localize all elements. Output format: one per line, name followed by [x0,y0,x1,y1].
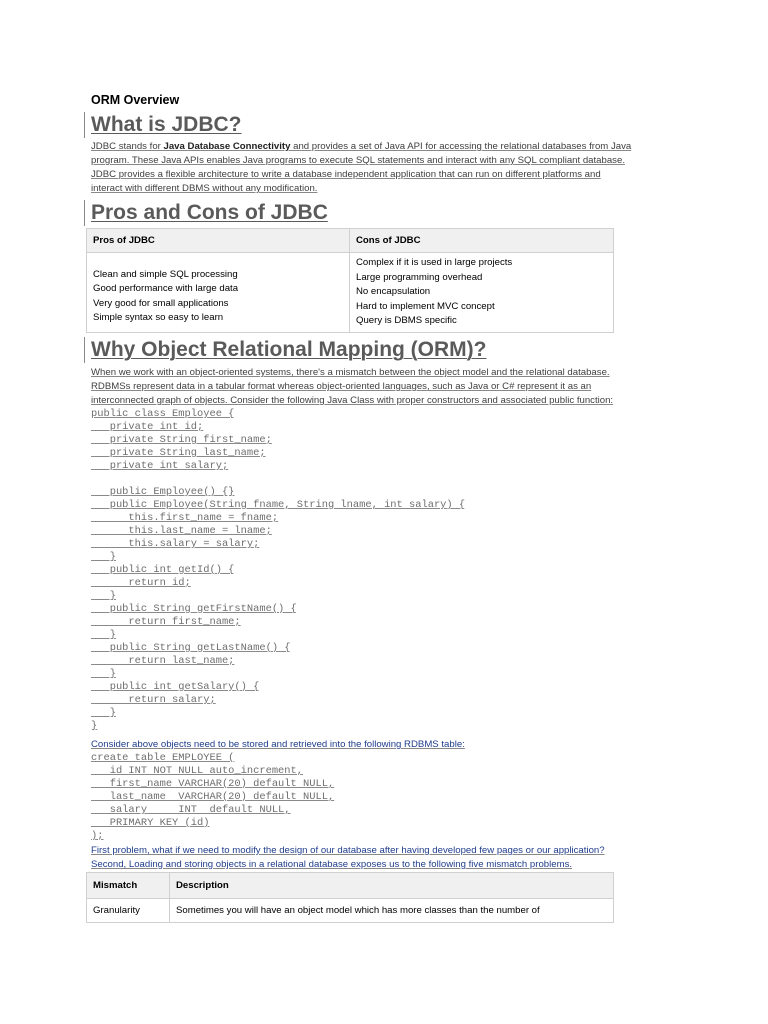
jdbc-para-line-4: interact with different DBMS without any modification. [91,183,318,194]
code-line-text: public String getFirstName() { [91,603,297,615]
jdbc-para-bold: Java Database Connectivity [163,141,291,152]
employee-sql-code [91,752,691,843]
code-line-text: PRIMARY KEY (id) [91,817,210,829]
code-line-text: create table EMPLOYEE ( [91,752,235,764]
code-line [91,421,691,434]
code-line-text: return salary; [91,694,216,706]
code-line-text: } [91,720,98,732]
code-line [91,551,691,564]
code-line-text: private String last_name; [91,447,266,459]
code-line-text: this.first_name = fname; [91,512,279,524]
code-line [91,642,691,655]
code-line [91,603,691,616]
code-line-text: return id; [91,577,191,589]
code-line-text: } [91,590,116,602]
orm-para-line-3: interconnected graph of objects. Consider the following Java Class with proper constructors and associated public function: [91,395,614,406]
code-line [91,577,691,590]
code-line [91,473,691,486]
cons-cell [350,253,614,333]
jdbc-section-heading [84,112,242,138]
code-line [91,499,691,512]
code-line-text: private int salary; [91,460,229,472]
jdbc-para-prefix: JDBC stands for [91,141,164,152]
jdbc-paragraph [91,140,661,196]
code-line-text: first_name VARCHAR(20) default NULL, [91,778,335,790]
code-line [91,765,691,778]
code-line-text: } [91,629,116,641]
code-line [91,538,691,551]
mismatch-table [86,872,614,923]
problem-line-2: Second, Loading and storing objects in a relational database exposes us to the following five mismatch problems. [91,859,573,870]
code-line [91,791,691,804]
pros-item: Simple syntax so easy to learn [93,312,224,323]
employee-class-code [91,408,691,733]
rdbms-intro [91,738,691,752]
code-line [91,408,691,421]
description-header: Description [170,873,614,899]
code-line [91,830,691,843]
pros-cons-table [86,228,614,333]
jdbc-para-line-1 [91,141,631,152]
cons-item: Query is DBMS specific [356,315,457,327]
code-line [91,460,691,473]
code-line [91,778,691,791]
code-line-text: last_name VARCHAR(20) default NULL, [91,791,335,803]
problem-line-1: First problem, what if we need to modify the design of our database after having developed few pages or our application? [91,845,605,856]
cons-item: Hard to implement MVC concept [356,300,495,312]
code-line [91,668,691,681]
code-line [91,616,691,629]
code-line-text: public int getSalary() { [91,681,260,693]
pros-cons-section-heading [84,200,328,226]
mismatch-header: Mismatch [87,873,170,899]
code-line [91,447,691,460]
code-line [91,707,691,720]
code-line-text: } [91,707,116,719]
orm-para-line-1: When we work with an object-oriented systems, there's a mismatch between the object model and the relational database. [91,367,610,378]
orm-section-heading [84,337,487,363]
orm-heading: Why Object Relational Mapping (ORM)? [91,338,487,361]
code-line-text: private String first_name; [91,434,272,446]
orm-paragraph [91,366,671,408]
cons-item: No encapsulation [356,286,431,298]
cons-item: Large programming overhead [356,271,483,283]
code-line [91,681,691,694]
pros-cell [87,253,350,333]
cons-header: Cons of JDBC [350,229,614,253]
code-line [91,512,691,525]
orm-para-line-2: RDBMSs represent data in a tabular format whereas object-oriented languages, such as Java or C# represent it as an [91,381,592,392]
jdbc-para-line-3: JDBC provides a flexible architecture to write a database independent application that can run on different platforms and [91,169,601,180]
mismatch-description: Sometimes you will have an object model which has more classes than the number of [170,899,614,923]
pros-item: Good performance with large data [93,283,239,294]
code-line [91,655,691,668]
pros-item: Very good for small applications [93,297,229,309]
jdbc-para-line-2: program. These Java APIs enables Java programs to execute SQL statements and interact with any SQL compliant database. [91,155,625,166]
rdbms-intro-text: Consider above objects need to be stored and retrieved into the following RDBMS table: [91,739,465,750]
code-line-text: public Employee(String fname, String lname, int salary) { [91,499,466,511]
code-line [91,434,691,447]
code-line [91,720,691,733]
code-line [91,629,691,642]
pros-cons-heading: Pros and Cons of JDBC [91,201,328,224]
code-line-text: public String getLastName() { [91,642,291,654]
code-line-text: } [91,551,116,563]
code-line-text: private int id; [91,421,204,433]
code-line [91,590,691,603]
code-line [91,817,691,830]
cons-item: Complex if it is used in large projects [356,257,513,269]
pros-item: Clean and simple SQL processing [93,268,238,280]
code-line-text: return first_name; [91,616,241,628]
code-line-text: public int getId() { [91,564,235,576]
code-line-text: salary INT default NULL, [91,804,291,816]
code-line-text: this.salary = salary; [91,538,260,550]
table-row [87,899,614,923]
code-line [91,752,691,765]
document-title: ORM Overview [91,93,180,107]
code-line-text: return last_name; [91,655,235,667]
mismatch-problem-paragraph [91,844,691,872]
code-line-text: this.last_name = lname; [91,525,272,537]
code-line [91,486,691,499]
code-line [91,804,691,817]
code-line-text: public Employee() {} [91,486,235,498]
jdbc-heading: What is JDBC? [91,113,242,136]
code-line-text: public class Employee { [91,408,235,420]
code-line [91,564,691,577]
code-line [91,694,691,707]
mismatch-name: Granularity [87,899,170,923]
code-line-text: ); [91,830,104,842]
pros-header: Pros of JDBC [87,229,350,253]
code-line-text: id INT NOT NULL auto_increment, [91,765,304,777]
code-line-text: } [91,668,116,680]
code-line [91,525,691,538]
jdbc-para-rest: and provides a set of Java API for accessing the relational databases from Java [290,141,632,152]
